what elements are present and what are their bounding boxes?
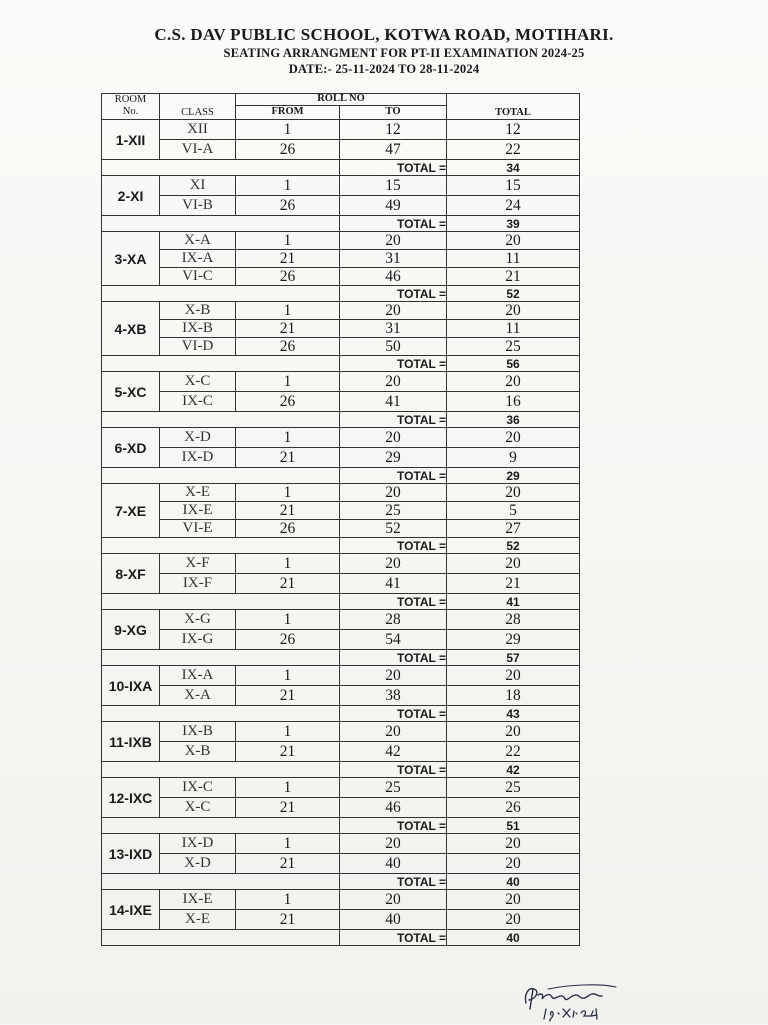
roll-from-cell: 21 bbox=[236, 742, 340, 762]
room-number: 14-IXE bbox=[102, 890, 160, 930]
row-total-cell: 26 bbox=[447, 798, 580, 818]
roll-to-cell: 20 bbox=[340, 372, 447, 392]
table-row bbox=[102, 250, 580, 268]
roll-from-cell: 21 bbox=[236, 502, 340, 520]
class-cell: X-B bbox=[160, 302, 236, 320]
room-number: 5-XC bbox=[102, 372, 160, 412]
roll-to-cell: 20 bbox=[340, 890, 447, 910]
roll-to-cell: 46 bbox=[340, 268, 447, 286]
room-total-row bbox=[102, 594, 580, 610]
roll-from-cell: 21 bbox=[236, 798, 340, 818]
class-cell: IX-E bbox=[160, 502, 236, 520]
roll-from-cell: 26 bbox=[236, 630, 340, 650]
row-total-cell: 22 bbox=[447, 742, 580, 762]
total-label: TOTAL = bbox=[340, 538, 447, 554]
row-total-cell: 24 bbox=[447, 196, 580, 216]
room-total-row bbox=[102, 818, 580, 834]
total-label: TOTAL = bbox=[340, 160, 447, 176]
roll-from-cell: 1 bbox=[236, 834, 340, 854]
blank-cell bbox=[102, 538, 340, 554]
roll-to-cell: 42 bbox=[340, 742, 447, 762]
class-cell: VI-A bbox=[160, 140, 236, 160]
table-row bbox=[102, 910, 580, 930]
class-cell: IX-D bbox=[160, 448, 236, 468]
blank-cell bbox=[102, 286, 340, 302]
room-total-row bbox=[102, 412, 580, 428]
total-label: TOTAL = bbox=[340, 930, 447, 946]
table-row bbox=[102, 268, 580, 286]
class-cell: XII bbox=[160, 120, 236, 140]
class-cell: VI-B bbox=[160, 196, 236, 216]
table-row bbox=[102, 742, 580, 762]
roll-to-cell: 25 bbox=[340, 778, 447, 798]
room-number: 12-IXC bbox=[102, 778, 160, 818]
class-cell: X-A bbox=[160, 232, 236, 250]
total-label: TOTAL = bbox=[340, 412, 447, 428]
table-row bbox=[102, 120, 580, 140]
row-total-cell: 20 bbox=[447, 890, 580, 910]
row-total-cell: 20 bbox=[447, 302, 580, 320]
total-label: TOTAL = bbox=[340, 874, 447, 890]
total-label: TOTAL = bbox=[340, 818, 447, 834]
blank-cell bbox=[102, 468, 340, 484]
roll-from-cell: 26 bbox=[236, 140, 340, 160]
roll-from-cell: 1 bbox=[236, 302, 340, 320]
room-number: 11-IXB bbox=[102, 722, 160, 762]
roll-from-cell: 26 bbox=[236, 338, 340, 356]
roll-to-cell: 20 bbox=[340, 232, 447, 250]
table-row bbox=[102, 574, 580, 594]
class-cell: IX-A bbox=[160, 250, 236, 268]
class-cell: IX-C bbox=[160, 778, 236, 798]
row-total-cell: 22 bbox=[447, 140, 580, 160]
roll-from-cell: 1 bbox=[236, 120, 340, 140]
room-total-row bbox=[102, 706, 580, 722]
class-cell: IX-B bbox=[160, 722, 236, 742]
room-total-value: 40 bbox=[447, 874, 580, 890]
row-total-cell: 27 bbox=[447, 520, 580, 538]
blank-cell bbox=[102, 706, 340, 722]
blank-cell bbox=[102, 594, 340, 610]
table-row bbox=[102, 320, 580, 338]
class-cell: X-D bbox=[160, 854, 236, 874]
row-total-cell: 18 bbox=[447, 686, 580, 706]
room-total-value: 42 bbox=[447, 762, 580, 778]
room-total-value: 41 bbox=[447, 594, 580, 610]
roll-to-cell: 20 bbox=[340, 834, 447, 854]
table-row bbox=[102, 338, 580, 356]
room-total-value: 52 bbox=[447, 538, 580, 554]
row-total-cell: 28 bbox=[447, 610, 580, 630]
class-cell: X-B bbox=[160, 742, 236, 762]
class-cell: X-C bbox=[160, 372, 236, 392]
total-label: TOTAL = bbox=[340, 286, 447, 302]
roll-from-cell: 1 bbox=[236, 232, 340, 250]
room-number: 8-XF bbox=[102, 554, 160, 594]
class-header: CLASS bbox=[160, 94, 236, 120]
table-row bbox=[102, 554, 580, 574]
room-total-row bbox=[102, 286, 580, 302]
roll-to-cell: 12 bbox=[340, 120, 447, 140]
blank-cell bbox=[102, 160, 340, 176]
room-total-row bbox=[102, 650, 580, 666]
class-cell: IX-B bbox=[160, 320, 236, 338]
roll-from-cell: 1 bbox=[236, 722, 340, 742]
row-total-cell: 20 bbox=[447, 554, 580, 574]
room-total-row bbox=[102, 762, 580, 778]
row-total-cell: 11 bbox=[447, 320, 580, 338]
exam-date: DATE:- 25-11-2024 TO 28-11-2024 bbox=[288, 62, 480, 76]
roll-to-cell: 38 bbox=[340, 686, 447, 706]
table-row bbox=[102, 798, 580, 818]
room-total-row bbox=[102, 468, 580, 484]
roll-from-cell: 26 bbox=[236, 268, 340, 286]
roll-from-cell: 1 bbox=[236, 428, 340, 448]
roll-to-cell: 20 bbox=[340, 484, 447, 502]
room-no-header: No. bbox=[102, 106, 160, 120]
table-row bbox=[102, 630, 580, 650]
handwritten-signature bbox=[518, 975, 628, 1025]
class-cell: XI bbox=[160, 176, 236, 196]
room-total-row bbox=[102, 356, 580, 372]
roll-from-cell: 1 bbox=[236, 484, 340, 502]
roll-to-cell: 29 bbox=[340, 448, 447, 468]
room-number: 13-IXD bbox=[102, 834, 160, 874]
row-total-cell: 20 bbox=[447, 722, 580, 742]
room-total-value: 43 bbox=[447, 706, 580, 722]
class-cell: X-E bbox=[160, 484, 236, 502]
row-total-cell: 12 bbox=[447, 120, 580, 140]
table-row bbox=[102, 428, 580, 448]
room-total-value: 57 bbox=[447, 650, 580, 666]
to-header: TO bbox=[340, 106, 447, 120]
roll-to-cell: 47 bbox=[340, 140, 447, 160]
class-cell: IX-C bbox=[160, 392, 236, 412]
roll-to-cell: 31 bbox=[340, 250, 447, 268]
room-number: 2-XI bbox=[102, 176, 160, 216]
row-total-cell: 15 bbox=[447, 176, 580, 196]
roll-to-cell: 20 bbox=[340, 302, 447, 320]
row-total-cell: 5 bbox=[447, 502, 580, 520]
table-row bbox=[102, 176, 580, 196]
roll-to-cell: 31 bbox=[340, 320, 447, 338]
total-label: TOTAL = bbox=[340, 468, 447, 484]
blank-cell bbox=[102, 216, 340, 232]
row-total-cell: 20 bbox=[447, 232, 580, 250]
row-total-cell: 20 bbox=[447, 834, 580, 854]
row-total-cell: 21 bbox=[447, 574, 580, 594]
school-title: C.S. DAV PUBLIC SCHOOL, KOTWA ROAD, MOTIHARI. bbox=[154, 25, 614, 44]
room-total-value: 36 bbox=[447, 412, 580, 428]
row-total-cell: 29 bbox=[447, 630, 580, 650]
from-header: FROM bbox=[236, 106, 340, 120]
row-total-cell: 21 bbox=[447, 268, 580, 286]
table-row bbox=[102, 372, 580, 392]
class-cell: IX-G bbox=[160, 630, 236, 650]
row-total-cell: 9 bbox=[447, 448, 580, 468]
document-subtitle: SEATING ARRANGMENT FOR PT-II EXAMINATION 2024-25 bbox=[223, 46, 585, 60]
class-cell: X-G bbox=[160, 610, 236, 630]
row-total-cell: 20 bbox=[447, 372, 580, 392]
roll-to-cell: 41 bbox=[340, 392, 447, 412]
class-cell: VI-C bbox=[160, 268, 236, 286]
seating-table bbox=[101, 93, 580, 946]
row-total-cell: 25 bbox=[447, 338, 580, 356]
table-row bbox=[102, 834, 580, 854]
room-number: 6-XD bbox=[102, 428, 160, 468]
blank-cell bbox=[102, 930, 340, 946]
class-cell: X-E bbox=[160, 910, 236, 930]
class-cell: X-A bbox=[160, 686, 236, 706]
row-total-cell: 16 bbox=[447, 392, 580, 412]
table-row bbox=[102, 666, 580, 686]
class-cell: X-C bbox=[160, 798, 236, 818]
blank-cell bbox=[102, 412, 340, 428]
blank-cell bbox=[102, 762, 340, 778]
table-row bbox=[102, 232, 580, 250]
roll-from-cell: 21 bbox=[236, 320, 340, 338]
table-row bbox=[102, 448, 580, 468]
table-row bbox=[102, 140, 580, 160]
roll-to-cell: 40 bbox=[340, 910, 447, 930]
total-label: TOTAL = bbox=[340, 356, 447, 372]
roll-to-cell: 49 bbox=[340, 196, 447, 216]
roll-to-cell: 20 bbox=[340, 722, 447, 742]
roll-from-cell: 21 bbox=[236, 448, 340, 468]
roll-from-cell: 21 bbox=[236, 854, 340, 874]
table-row bbox=[102, 502, 580, 520]
class-cell: IX-F bbox=[160, 574, 236, 594]
row-total-cell: 20 bbox=[447, 910, 580, 930]
row-total-cell: 20 bbox=[447, 428, 580, 448]
roll-to-cell: 52 bbox=[340, 520, 447, 538]
roll-to-cell: 41 bbox=[340, 574, 447, 594]
room-total-value: 29 bbox=[447, 468, 580, 484]
roll-to-cell: 28 bbox=[340, 610, 447, 630]
blank-cell bbox=[102, 356, 340, 372]
table-row bbox=[102, 778, 580, 798]
room-number: 3-XA bbox=[102, 232, 160, 286]
roll-from-cell: 1 bbox=[236, 890, 340, 910]
room-total-value: 39 bbox=[447, 216, 580, 232]
table-row bbox=[102, 392, 580, 412]
room-total-value: 52 bbox=[447, 286, 580, 302]
table-row bbox=[102, 484, 580, 502]
row-total-cell: 20 bbox=[447, 854, 580, 874]
roll-from-cell: 21 bbox=[236, 686, 340, 706]
roll-from-cell: 1 bbox=[236, 176, 340, 196]
row-total-cell: 20 bbox=[447, 666, 580, 686]
class-cell: VI-D bbox=[160, 338, 236, 356]
roll-to-cell: 20 bbox=[340, 666, 447, 686]
room-total-row bbox=[102, 874, 580, 890]
room-total-value: 40 bbox=[447, 930, 580, 946]
roll-from-cell: 21 bbox=[236, 574, 340, 594]
room-number: 4-XB bbox=[102, 302, 160, 356]
roll-from-cell: 1 bbox=[236, 372, 340, 392]
row-total-cell: 20 bbox=[447, 484, 580, 502]
table-row bbox=[102, 520, 580, 538]
room-header: ROOM bbox=[102, 94, 160, 106]
roll-from-cell: 21 bbox=[236, 250, 340, 268]
roll-from-cell: 21 bbox=[236, 910, 340, 930]
table-row bbox=[102, 302, 580, 320]
table-row bbox=[102, 610, 580, 630]
room-number: 10-IXA bbox=[102, 666, 160, 706]
roll-from-cell: 26 bbox=[236, 520, 340, 538]
room-number: 9-XG bbox=[102, 610, 160, 650]
room-total-value: 51 bbox=[447, 818, 580, 834]
roll-to-cell: 50 bbox=[340, 338, 447, 356]
table-row bbox=[102, 196, 580, 216]
room-total-value: 34 bbox=[447, 160, 580, 176]
roll-from-cell: 1 bbox=[236, 666, 340, 686]
roll-to-cell: 46 bbox=[340, 798, 447, 818]
total-label: TOTAL = bbox=[340, 762, 447, 778]
room-total-row bbox=[102, 160, 580, 176]
class-cell: X-D bbox=[160, 428, 236, 448]
room-number: 1-XII bbox=[102, 120, 160, 160]
roll-from-cell: 1 bbox=[236, 610, 340, 630]
roll-to-cell: 25 bbox=[340, 502, 447, 520]
roll-to-cell: 40 bbox=[340, 854, 447, 874]
class-cell: X-F bbox=[160, 554, 236, 574]
roll-to-cell: 15 bbox=[340, 176, 447, 196]
roll-to-cell: 20 bbox=[340, 554, 447, 574]
table-row bbox=[102, 854, 580, 874]
table-row bbox=[102, 686, 580, 706]
room-total-row bbox=[102, 538, 580, 554]
roll-no-header: ROLL NO bbox=[236, 94, 447, 106]
room-number: 7-XE bbox=[102, 484, 160, 538]
total-label: TOTAL = bbox=[340, 594, 447, 610]
class-cell: IX-E bbox=[160, 890, 236, 910]
roll-to-cell: 54 bbox=[340, 630, 447, 650]
row-total-cell: 11 bbox=[447, 250, 580, 268]
room-total-row bbox=[102, 930, 580, 946]
total-label: TOTAL = bbox=[340, 706, 447, 722]
blank-cell bbox=[102, 650, 340, 666]
blank-cell bbox=[102, 818, 340, 834]
roll-from-cell: 26 bbox=[236, 392, 340, 412]
blank-cell bbox=[102, 874, 340, 890]
roll-from-cell: 1 bbox=[236, 778, 340, 798]
table-row bbox=[102, 890, 580, 910]
roll-to-cell: 20 bbox=[340, 428, 447, 448]
row-total-cell: 25 bbox=[447, 778, 580, 798]
room-total-value: 56 bbox=[447, 356, 580, 372]
total-header: TOTAL bbox=[447, 94, 580, 120]
roll-from-cell: 1 bbox=[236, 554, 340, 574]
table-row bbox=[102, 722, 580, 742]
room-total-row bbox=[102, 216, 580, 232]
total-label: TOTAL = bbox=[340, 216, 447, 232]
total-label: TOTAL = bbox=[340, 650, 447, 666]
class-cell: VI-E bbox=[160, 520, 236, 538]
class-cell: IX-D bbox=[160, 834, 236, 854]
roll-from-cell: 26 bbox=[236, 196, 340, 216]
class-cell: IX-A bbox=[160, 666, 236, 686]
